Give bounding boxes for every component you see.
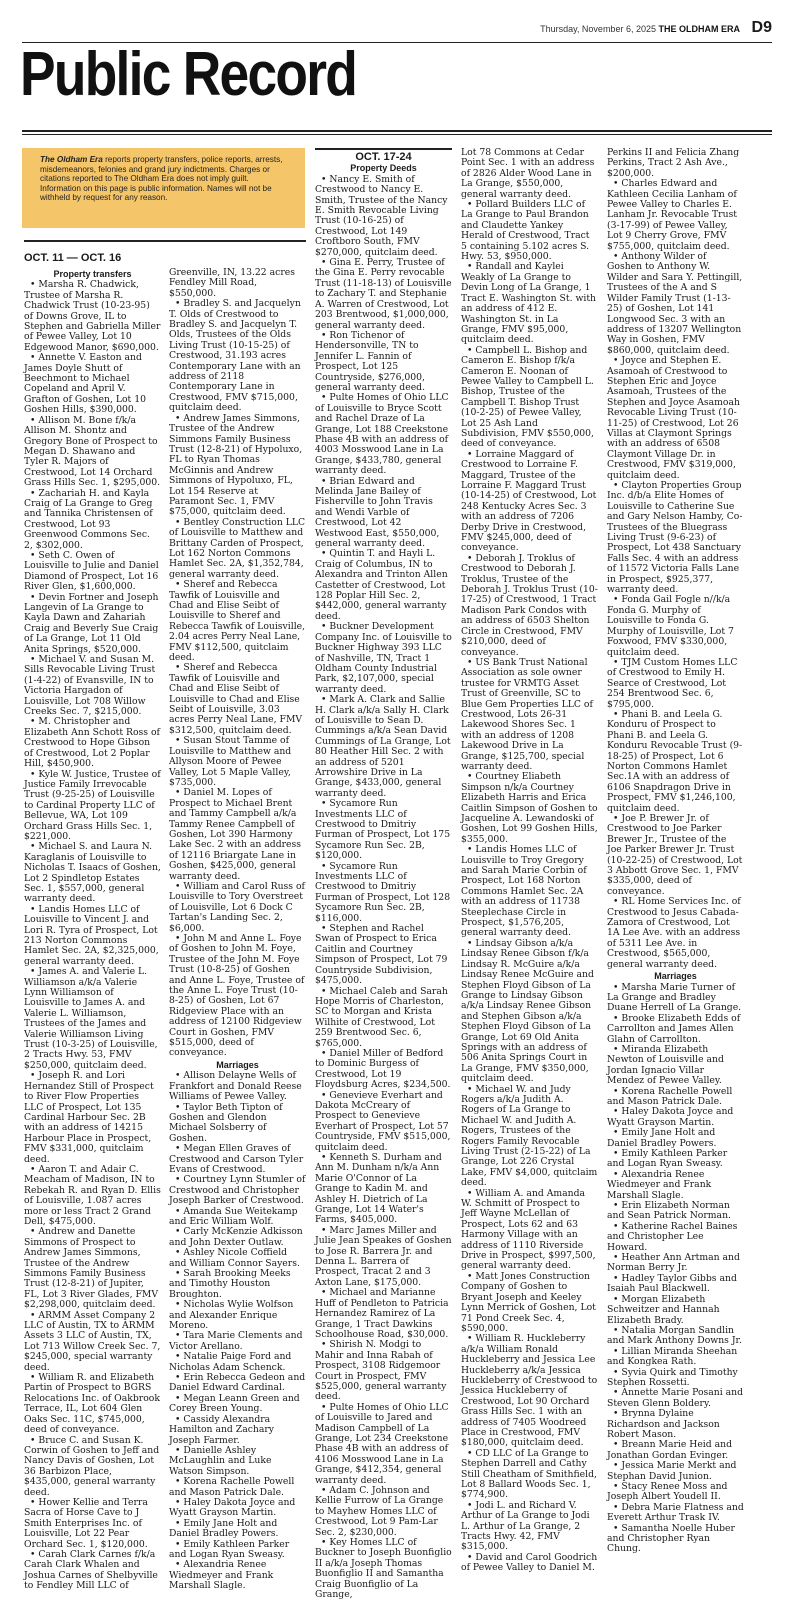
section2-marriages-list [607,983,744,1555]
record-entry: • Brian Edward and Melinda Jane Bailey of Fisherville to John Travis and Wendi Varble of Crestwood, Lot 42 Westwood East, $550,000, general warranty deed. [315,477,452,550]
record-entry: • Sheref and Rebecca Tawfik of Louisville and Chad and Elise Seibt of Louisville to Sheref and Rebecca Tawfik of Louisville, 2.04 acres Perry Neal Lane, FMV $112,500, quitclaim deed. [169,580,306,663]
record-entry: • Ron Tichenor of Hendersonville, TN to Jennifer L. Fannin of Prospect, Lot 125 Countryside, $276,000, general warranty deed. [315,331,452,393]
record-entry: • Courtney Lynn Stumler of Crestwood and Christopher Joseph Barker of Crestwood. [169,1175,306,1206]
record-entry: • Syvia Quirk and Timothy Stephen Rossetti. [607,1368,744,1389]
section1-date-heading [24,240,306,265]
record-entry: • Breann Marie Heid and Jonathan Gordan Evinger. [607,1440,744,1461]
record-entry: • David and Carol Goodrich of Pewee Valley to Daniel M. [461,1553,598,1574]
record-entry: • Marsha R. Chadwick, Trustee of Marsha R. Chadwick Trust (10-23-95) of Downs Grove, IL to Stephen and Gabriella Miller of Pewee Valley, Lot 10 Edgewood Manor, $690,000. [24,280,161,353]
record-entry: • Joe P. Brewer Jr. of Crestwood to Joe Parker Brewer Jr., Trustee of the Joe Parker Brewer Jr. Trust (10-22-25) of Crestwood, Lot 3 Abbott Grove Sec. 1, FMV $335,000, deed of conveyance. [607,814,744,897]
section2-deeds-heading: Property Deeds [350,163,417,174]
record-entry: • Courtney Eliabeth Simpson n/k/a Courtney Elizabeth Harris and Erica Caitlin Simpson of Goshen to Jacqueline A. Lewandoski of Goshen, Lot 99 Goshen Hills, $355,000. [461,772,598,845]
record-entry: • Allison Delayne Wells of Frankfort and Donald Reese Williams of Pewee Valley. [169,1071,306,1102]
record-entry: • Emily Jane Holt and Daniel Bradley Powers. [169,1519,306,1540]
column-2 [169,267,306,1592]
record-entry: • Sarah Brooking Meeks and Timothy Houston Broughton. [169,1269,306,1300]
record-entry: • Taylor Beth Tipton of Goshen and Glendon Michael Solsberry of Goshen. [169,1103,306,1145]
section1-deeds-heading: Property transfers [53,269,132,279]
record-entry: • Lindsay Gibson a/k/a Lindsay Renee Gibson f/k/a Lindsay R. McGuire a/k/a Lindsay Renee McGuire and Stephen Floyd Gibson of La Grange to Lindsay Gibson a/k/a Lindsay Renee Gibson and Stephen Gibson a/k/a Stephen Floyd Gibson of La Grange, Lot 69 Old Anita Springs with an address of 506 Anita Springs Court in La Grange, FMV $350,000, quitclaim deed. [461,939,598,1085]
record-entry: • Sycamore Run Investments LLC of Crestwood to Dmitriy Furman of Prospect, Lot 128 Sycamore Run Sec. 2B, $116,000. [315,862,452,924]
record-entry: • Sheref and Rebecca Tawfik of Louisville and Chad and Elise Seibt of Louisville to Chad and Elise Seibt of Louisville, 3.03 acres Perry Neal Lane, FMV $312,500, quitclaim deed. [169,663,306,736]
record-entry: • TJM Custom Homes LLC of Crestwood to Emily H. Searce of Crestwood, Lot 254 Brentwood Sec. 6, $795,000. [607,658,744,710]
record-entry: • Emily Kathleen Parker and Logan Ryan Sweasy. [169,1540,306,1561]
record-entry: • Lillian Miranda Sheehan and Kongkea Rath. [607,1347,744,1368]
record-entry: • Jessica Marie Merkt and Stephan David Junion. [607,1461,744,1482]
record-entry: • Hadley Taylor Gibbs and Isaiah Paul Blackwell. [607,1274,744,1295]
record-entry: • Lorraine Maggard of Crestwood to Lorraine F. Maggard, Trustee of the Lorraine F. Maggard Trust (10-14-25) of Crestwood, Lot 248 Kentucky Acres Sec. 3 with an address of 7206 Derby Drive in Crestwood, FMV $245,000, deed of conveyance. [461,450,598,554]
record-entry: • Cassidy Alexandra Hamilton and Zachary Joseph Farmer. [169,1415,306,1446]
record-entry: • Erin Rebecca Gedeon and Daniel Edward Cardinal. [169,1373,306,1394]
record-entry: • Joyce and Stephen E. Asamoah of Crestwood to Stephen Eric and Joyce Asamoah, Trustees of the Stephen and Joyce Asamoah Revocable Living Trust (10-11-25) of Crestwood, Lot 26 Villas at Claymont Springs with an address of 6508 Claymont Village Dr. in Crestwood, FMV $319,000, quitclaim deed. [607,356,744,481]
record-entry: • Michael and Marianne Huff of Pendleton to Patricia Hernandez Ramirez of La Grange, 1 Tract Dawkins Schoolhouse Road, $30,000. [315,1288,452,1340]
record-entry: • Key Homes LLC of Buckner to Joseph Buonfiglio II a/k/a Joseph Thomas Buonfiglio II and Samantha Craig Buonfiglio of La Grange, [315,1538,452,1600]
record-entry: • Zachariah H. and Kayla Craig of La Grange to Greg and Tannika Christensen of Crestwood, Lot 93 Greenwood Commons Sec. 2, $302,000. [24,489,161,551]
record-entry: • Michael S. and Laura N. Karaglanis of Louisville to Nicholas T. Isaacs of Goshen, Lot 2 Spindletop Estates Sec. 1, $557,000, general warranty deed. [24,842,161,904]
section2-date: OCT. 17-24 [315,148,452,162]
record-entry: • Pulte Homes of Ohio LLC of Louisville to Bryce Scott and Rachel Draze of La Grange, Lot 188 Creekstone Phase 4B with an address of 4003 Mosswood Lane in La Grange, $433,780, general warranty deed. [315,393,452,476]
record-entry: • Kenneth S. Durham and Ann M. Dunham n/k/a Ann Marie O'Connor of La Grange to Kadin M. and Ashley H. Dietrich of La Grange, Lot 14 Water's Farms, $405,000. [315,1153,452,1226]
divider [22,134,772,135]
record-entry: • Anthony Wilder of Goshen to Anthony W. Wilder and Sara Y. Pettingill, Trustees of the A and S Wilder Family Trust (1-13-25) of Goshen, Lot 141 Longwood Sec. 3 with an address of 13207 Wellington Way in Goshen, FMV $860,000, quitclaim deed. [607,252,744,356]
record-entry: • Aaron T. and Adair C. Meacham of Madison, IN to Rebekah R. and Ryan D. Ellis of Louisville, 1.087 acres more or less Tract 2 Grand Dell, $475,000. [24,1165,161,1227]
record-entry: • Alexandria Renee Wiedmeyer and Frank Marshall Slagle. [169,1560,306,1591]
record-entry: • Shirish N. Modgi to Mahir and Inna Rabah of Prospect, 3108 Ridgemoor Court in Prospect, FMV $525,000, general warranty deed. [315,1340,452,1402]
record-entry: • Hower Kellie and Terra Sacra of Horse Cave to J Smith Enterprises Inc. of Louisville, Lot 22 Pear Orchard Sec. 1, $120,000. [24,1498,161,1550]
record-entry: • Pollard Builders LLC of La Grange to Paul Brandon and Claudette Yankey Herald of Crestwood, Tract 5 containing 5.102 acres S. Hwy. 53, $950,000. [461,200,598,262]
record-entry: • M. Christopher and Elizabeth Ann Schott Ross of Crestwood to Hope Gibson of Crestwood, Lot 2 Poplar Hill, $450,900. [24,717,161,769]
record-entry: • Kyle W. Justice, Trustee of Justice Family Irrevocable Trust (9-25-25) of Louisville to Cardinal Property LLC of Bellevue, WA, Lot 109 Orchard Grass Hills Sec. 1, $221,000. [24,770,161,843]
record-entry: • Bruce C. and Susan K. Corwin of Goshen to Jeff and Nancy Davis of Goshen, Lot 36 Barbizon Place, $435,000, general warranty deed. [24,1436,161,1498]
column-5 [607,148,744,1578]
disclaimer-paper-name: The Oldham Era [40,155,103,164]
issue-date: Thursday, November 6, 2025 [540,24,656,34]
page-title: Public Record [20,40,357,109]
record-entry: • William and Carol Russ of Louisville to Tory Overstreet of Louisville, Lot 6 Dock C Tartan's Landing Sec. 2, $6,000. [169,882,306,934]
record-entry: • Korena Rachelle Powell and Mason Patrick Dale. [607,1087,744,1108]
record-entry: • Annette Marie Posani and Steven Glenn Boldery. [607,1388,744,1409]
section1-marriages-heading: Marriages [216,1059,259,1070]
record-entry: • Carah Clark Carnes f/k/a Carah Clark Whalen and Joshua Carnes of Shelbyville to Fendley Mill LLC of [24,1550,161,1592]
record-entry: • Erin Elizabeth Norman and Sean Patrick Norman. [607,1201,744,1222]
record-entry: • Danielle Ashley McLaughlin and Luke Watson Simpson. [169,1446,306,1477]
disclaimer-box [22,148,305,228]
record-entry: • James A. and Valerie L. Williamson a/k/a Valerie Lynn Williamson of Louisville to James A. and Valerie L. Williamson, Trustees of the James and Valerie Williamson Living Trust (10-3-25) of Louisville, 2 Tracts Hwy. 53, FMV $250,000, quitclaim deed. [24,967,161,1071]
section1-deeds-list-b [169,299,306,1059]
column-1 [24,268,161,1592]
record-entry: • Pulte Homes of Ohio LLC of Louisville to Jared and Madison Campbell of La Grange, Lot 234 Creekstone Phase 4B with an address of 4106 Mosswood Lane in La Grange, $412,354, general warranty deed. [315,1403,452,1486]
record-entry: • Daniel M. Lopes of Prospect to Michael Brent and Tammy Campbell a/k/a Tammy Renee Campbell of Goshen, Lot 390 Harmony Lake Sec. 2 with an address of 12116 Briargate Lane in Goshen, $425,000, general warranty deed. [169,788,306,882]
record-entry: • Nicholas Wylie Wolfson and Alexander Enrique Moreno. [169,1300,306,1331]
record-entry: • Alexandria Renee Wiedmeyer and Frank Marshall Slagle. [607,1170,744,1201]
section2-deeds-list-b [461,200,598,1574]
record-entry: • Tara Marie Clements and Victor Arellano. [169,1331,306,1352]
section1-deeds-list-a [24,280,161,1591]
record-entry: • ARMM Asset Company 2 LLC of Austin, TX to ARMM Assets 3 LLC of Austin, TX, Lot 713 Willow Creek Sec. 7, $245,000, special warranty deed. [24,1311,161,1373]
record-entry: • CD LLC of La Grange to Stephen Darrell and Cathy Still Cheatham of Smithfield, Lot 8 Ballard Woods Sec. 1, $774,900. [461,1449,598,1501]
record-entry: • Landis Homes LLC of Louisville to Troy Gregory and Sarah Marie Corbin of Prospect, Lot 168 Norton Commons Hamlet Sec. 2A with an address of 11738 Steeplechase Circle in Prospect, $1,576,205, general warranty deed. [461,845,598,939]
record-entry: • Allison M. Bone f/k/a Allison M. Shontz and Gregory Bone of Prospect to Megan D. Shawano and Tyler R. Majors of Crestwood, Lot 14 Orchard Grass Hills Sec. 1, $295,000. [24,416,161,489]
record-entry: • Daniel Miller of Bedford to Dominic Burgess of Crestwood, Lot 19 Floydsburg Acres, $234,500. [315,1049,452,1091]
record-entry: • Heather Ann Artman and Norman Berry Jr. [607,1253,744,1274]
column-4 [461,148,598,1578]
record-entry: • Joseph R. and Lori Hernandez Still of Prospect to River Flow Properties LLC of Prospect, Lot 135 Cardinal Harbour Sec. 2B with an address of 14215 Harbour Place in Prospect, FMV $331,000, quitclaim deed. [24,1071,161,1165]
record-entry: • Emily Jane Holt and Daniel Bradley Powers. [607,1128,744,1149]
record-entry: • Jodi L. and Richard V. Arthur of La Grange to Jodi L. Arthur of La Grange, 2 Tracts Hwy. 42, FMV $315,000. [461,1501,598,1553]
record-entry: • Randall and Kaylei Weakly of La Grange to Devin Long of La Grange, 1 Tract E. Washington St. with an address of 412 E. Washington St. in La Grange, FMV $95,000, quitclaim deed. [461,262,598,345]
record-entry: • Carly McKenzie Adkisson and John Dexter Outlaw. [169,1227,306,1248]
section1-deeds-continued: Greenville, IN, 13.22 acres Fendley Mill Road, $550,000. [169,267,295,299]
record-entry: • Susan Stout Tamme of Louisville to Matthew and Allyson Moore of Pewee Valley, Lot 5 Maple Valley, $735,000. [169,736,306,788]
record-entry: • Gina E. Perry, Trustee of the Gina E. Perry revocable Trust (11-18-13) of Louisville to Zachary T. and Stephanie A. Warren of Crestwood, Lot 203 Brentwood, $1,000,000, general warranty deed. [315,258,452,331]
record-entry: • Natalie Paige Ford and Nicholas Adam Schenck. [169,1352,306,1373]
paper-name: THE OLDHAM ERA [658,24,740,34]
divider [22,130,772,132]
record-entry: • William R. Huckleberry a/k/a William Ronald Huckleberry and Jessica Lee Huckleberry a/k/a Jessica Huckleberry of Crestwood to Jessica Huckleberry of Crestwood, Lot 90 Orchard Grass Hills Sec. 1 with an address of 7405 Woodreed Place in Crestwood, FMV $180,000, quitclaim deed. [461,1334,598,1448]
record-entry: • Haley Dakota Joyce and Wyatt Grayson Martin. [607,1107,744,1128]
record-entry: • Devin Fortner and Joseph Langevin of La Grange to Kayla Dawn and Zahariah Craig and Beverly Sue Craig of La Grange, Lot 11 Old Anita Springs, $520,000. [24,593,161,655]
section1-date: OCT. 11 — OCT. 16 [24,252,122,264]
page-number: D9 [751,19,772,36]
record-entry: • Amanda Sue Weitekamp and Eric William Wolf. [169,1207,306,1228]
record-entry: • Campbell L. Bishop and Cameron E. Bishop f/k/a Cameron E. Noonan of Pewee Valley to Campbell L. Bishop, Trustee of the Campbell T. Bishop Trust (10-2-25) of Pewee Valley, Lot 25 Ash Land Subdivision, FMV $550,000, deed of conveyance. [461,346,598,450]
record-entry: • Bradley S. and Jacquelyn T. Olds of Crestwood to Bradley S. and Jacquelyn T. Olds, Trustees of the Olds Living Trust (10-15-25) of Crestwood, 31.193 acres Contemporary Lane with an address of 2118 Contemporary Lane in Crestwood, FMV $715,000, quitclaim deed. [169,299,306,413]
section2-marriages-heading: Marriages [654,971,697,982]
section2-deeds-list-a [315,175,452,1600]
section2-deeds-continued: Lot 78 Commons at Cedar Point Sec. 1 with an address of 2826 Alder Wood Lane in La Grange, $550,000, general warranty deed. [461,147,595,200]
record-entry: • Charles Edward and Kathleen Cecilia Lanham of Pewee Valley to Charles E. Lanham Jr. Revocable Trust (3-17-99) of Pewee Valley, Lot 9 Cherry Grove, FMV $755,000, quitclaim deed. [607,179,744,252]
record-entry: • Landis Homes LLC of Louisville to Vincent J. and Lori R. Tyra of Prospect, Lot 213 Norton Commons Hamlet Sec. 2A, $2,325,000, general warranty deed. [24,905,161,967]
record-entry: • US Bank Trust National Association as sole owner trustee for VRMTG Asset Trust of Greenville, SC to Blue Gem Properties LLC of Crestwood, Lots 26-31 Lakewood Shores Sec. 1 with an address of 1208 Lakewood Drive in La Grange, $125,700, special warranty deed. [461,658,598,772]
record-entry: • Fonda Gail Fogle n//k/a Fonda G. Murphy of Louisville to Fonda G. Murphy of Louisville, Lot 7 Foxwood, FMV $330,000, quitclaim deed. [607,595,744,657]
record-entry: • Brooke Elizabeth Edds of Carrollton and James Allen Glahn of Carrollton. [607,1014,744,1045]
record-entry: • Phani B. and Leela G. Konduru of Prospect to Phani B. and Leela G. Konduru Revocable Trust (9-18-25) of Prospect, Lot 6 Norton Commons Hamlet Sec.1A with an address of 6106 Snapdragon Drive in Prospect, FMV $1,246,100, quitclaim deed. [607,710,744,814]
dateline [540,24,740,34]
record-entry: • Adam C. Johnson and Kellie Furrow of La Grange to Mayhew Homes LLC of Crestwood, Lot 9 Pam-Lar Sec. 2, $230,000. [315,1486,452,1538]
record-entry: • Buckner Development Company Inc. of Louisville to Buckner Highway 393 LLC of Nashville, TN, Tract 1 Oldham County Industrial Park, $2,107,000, special warranty deed. [315,622,452,695]
record-entry: • RL Home Services Inc. of Crestwood to Jesus Cabada-Zamora of Crestwood, Lot 1A Lee Ave. with an address of 5311 Lee Ave. in Crestwood, $565,000, general warranty deed. [607,897,744,970]
record-entry: • Megan Leann Green and Corey Breen Young. [169,1394,306,1415]
record-entry: • Deborah J. Troklus of Crestwood to Deborah J. Troklus, Trustee of the Deborah J. Troklus Trust (10-17-25) of Crestwood, 1 Tract Madison Park Condos with an address of 6503 Shelton Circle in Crestwood, FMV $210,000, deed of conveyance. [461,554,598,658]
record-entry: • Stacy Renee Moss and Joseph Albert Youdell II. [607,1482,744,1503]
record-entry: • Genevieve Everhart and Dakota McCreary of Prospect to Genevieve Everhart of Prospect, Lot 57 Countryside, FMV $515,000, quitclaim deed. [315,1091,452,1153]
record-entry: • William A. and Amanda W. Schmitt of Prospect to Jeff Wayne McLellan of Prospect, Lots 62 and 63 Harmony Village with an address of 1110 Riverside Drive in Prospect, $997,500, general warranty deed. [461,1189,598,1272]
record-entry: • Korena Rachelle Powell and Mason Patrick Dale. [169,1477,306,1498]
record-entry: • Michael Caleb and Sarah Hope Morris of Charleston, SC to Morgan and Krista Wilhite of Crestwood, Lot 259 Brentwood Sec. 6, $765,000. [315,987,452,1049]
column-3 [315,148,452,1600]
record-entry: • Andrew and Danette Simmons of Prospect to Andrew James Simmons, Trustee of the Andrew Simmons Family Business Trust (12-8-21) of Jupiter, FL, Lot 3 River Glades, FMV $2,298,000, quitclaim deed. [24,1227,161,1310]
record-entry: • Mark A. Clark and Sallie H. Clark a/k/a Sally H. Clark of Louisville to Sean D. Cummings a/k/a Sean David Cummings of La Grange, Lot 80 Heather Hill Sec. 2 with an address of 5201 Arrowshire Drive in La Grange, $433,000, general warranty deed. [315,695,452,799]
record-entry: • William R. and Elizabeth Partin of Prospect to BGRS Relocations Inc. of Oakbrook Terrace, IL, Lot 604 Glen Oaks Sec. 11C, $745,000, deed of conveyance. [24,1373,161,1435]
record-entry: • Emily Kathleen Parker and Logan Ryan Sweasy. [607,1149,744,1170]
record-entry: • Bentley Construction LLC of Louisville to Matthew and Brittany Carden of Prospect, Lot 162 Norton Commons Hamlet Sec. 2A, $1,352,784, general warranty deed. [169,518,306,580]
record-entry: • Marc James Miller and Julie Jean Speakes of Goshen to Jose R. Barrera Jr. and Denna L. Barrera of Prospect, Tracat 2 and 3 Axton Lane, $175,000. [315,1226,452,1288]
record-entry: • Annette V. Easton and James Doyle Shutt of Beechmont to Michael Copeland and April V. Grafton of Goshen, Lot 10 Goshen Hills, $390,000. [24,353,161,415]
record-entry: • Debra Marie Flatness and Everett Arthur Trask IV. [607,1503,744,1524]
record-entry: • Nancy E. Smith of Crestwood to Nancy E. Smith, Trustee of the Nancy E. Smith Revocable Living Trust (10-16-25) of Crestwood, Lot 149 Croftboro South, FMV $270,000, quitclaim deed. [315,175,452,258]
record-entry: • Quintin T. and Hayli L. Craig of Columbus, IN to Alexandra and Trinton Allen Castetter of Crestwood, Lot 128 Poplar Hill Sec. 2, $442,000, general warranty deed. [315,549,452,622]
record-entry: • Michael V. and Susan M. Sills Revocable Living Trust (1-4-22) of Evansville, IN to Victoria Hargadon of Louisville, Lot 708 Willow Creeks Sec. 7, $215,000. [24,655,161,717]
record-entry: • Brynna Dylaine Richardson and Jackson Robert Mason. [607,1409,744,1440]
record-entry: • Clayton Properties Group Inc. d/b/a Elite Homes of Louisville to Catherine Sue and Gary Nelson Hamby, Co-Trustees of the Bluegrass Living Trust (9-6-23) of Prospect, Lot 438 Sanctuary Falls Sec. 4 with an address of 11572 Victoria Falls Lane in Prospect, $925,377, warranty deed. [607,481,744,595]
record-entry: • Stephen and Rachel Swan of Prospect to Erica Caitlin and Courtney Simpson of Prospect, Lot 79 Countryside Subdivision, $475,000. [315,924,452,986]
section1-marriages-list [169,1071,306,1591]
disclaimer-text: reports property transfers, police reports, arrests, misdemeanors, felonies and grand jury indictments. Charges or citations reported to The Oldham Era does not imply guilt. Information on this page is public information. Names will not be withheld by request for any reason. [40,155,283,203]
record-entry: • John M and Anne L. Foye of Goshen to John M. Foye, Trustee of the John M. Foye Trust (10-8-25) of Goshen and Anne L. Foye, Trustee of the Anne L. Foye Trust (10-8-25) of Goshen, Lot 67 Ridgeview Place with an address of 12100 Ridgeview Court in Goshen, FMV $515,000, deed of conveyance. [169,934,306,1059]
record-entry: • Ashley Nicole Coffield and William Connor Sayers. [169,1248,306,1269]
record-entry: • Katherine Rachel Baines and Christopher Lee Howard. [607,1222,744,1253]
record-entry: • Morgan Elizabeth Schweitzer and Hannah Elizabeth Brady. [607,1295,744,1326]
record-entry: • Natalia Morgan Sandlin and Mark Anthony Downs Jr. [607,1326,744,1347]
record-entry: • Michael W. and Judy Rogers a/k/a Judith A. Rogers of La Grange to Michael W. and Judith A. Rogers, Trustees of the Rogers Family Revocable Living Trust (2-15-22) of La Grange, Lot 226 Crystal Lake, FMV $4,000, quitclaim deed. [461,1085,598,1189]
record-entry: • Matt Jones Construction Company of Goshen to Bryant Joseph and Keeley Lynn Merrick of Goshen, Lot 71 Pond Creek Sec. 4, $590,000. [461,1272,598,1334]
record-entry: • Marsha Marie Turner of La Grange and Bradley Duane Herrell of La Grange. [607,983,744,1014]
record-entry: • Andrew James Simmons, Trustee of the Andrew Simmons Family Business Trust (12-8-21) of Hypoluxo, FL to Ryan Thomas McGinnis and Andrew Simmons of Hypoluxo, FL, Lot 154 Reserve at Paramont Sec. 1, FMV $75,000, quitclaim deed. [169,414,306,518]
record-entry: • Seth C. Owen of Louisville to Julie and Daniel Diamond of Prospect, Lot 16 River Glen, $1,600,000. [24,551,161,593]
record-entry: • Haley Dakota Joyce and Wyatt Grayson Martin. [169,1498,306,1519]
record-entry: • Samantha Noelle Huber and Christopher Ryan Chung. [607,1524,744,1555]
record-entry: • Miranda Elizabeth Newton of Louisville and Jordan Ignacio Villar Mendez of Pewee Valley. [607,1045,744,1087]
section2-deeds-list-c [607,179,744,970]
record-entry: • Megan Ellen Graves of Crestwood and Carson Tyler Evans of Crestwood. [169,1144,306,1175]
section2-deeds-continued-2: Perkins II and Felicia Zhang Perkins, Tract 2 Ash Ave., $200,000. [607,147,740,179]
record-entry: • Sycamore Run Investments LLC of Crestwood to Dmitriy Furman of Prospect, Lot 175 Sycamore Run Sec. 2B, $120,000. [315,799,452,861]
